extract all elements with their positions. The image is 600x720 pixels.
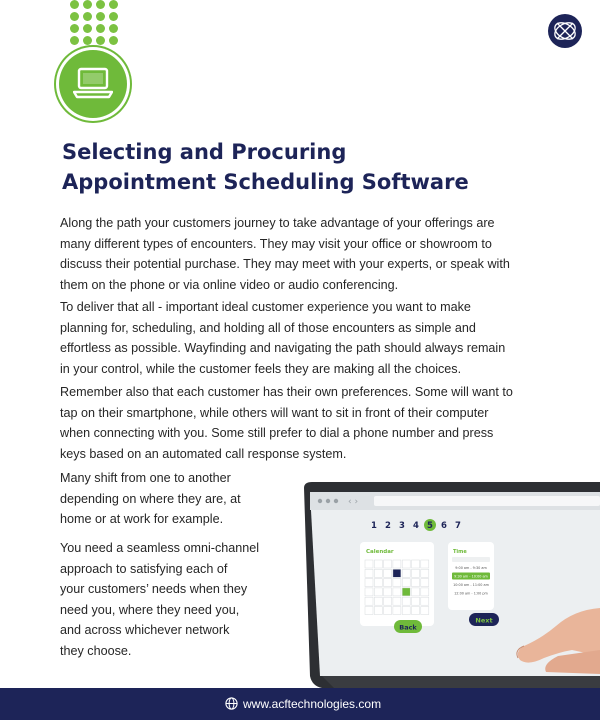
laptop-badge	[59, 50, 127, 118]
text-line: tap on their smartphone, while others will want to sit in front of their computer	[60, 405, 489, 420]
calendar-day-cell[interactable]	[384, 588, 392, 596]
decorative-dot	[70, 24, 79, 33]
calendar-day-cell[interactable]	[365, 569, 373, 577]
decorative-dot	[83, 36, 92, 45]
decorative-dot	[96, 24, 105, 33]
text-line: discuss their potential purchase. They may meet with your experts, or speak with	[60, 257, 510, 271]
calendar-day-cell[interactable]	[393, 569, 401, 577]
calendar-day-cell[interactable]	[421, 569, 429, 577]
decorative-dot	[83, 24, 92, 33]
laptop-icon	[73, 66, 113, 100]
decorative-dot-grid	[70, 0, 122, 46]
calendar-day-cell[interactable]	[365, 579, 373, 587]
company-logo	[548, 14, 582, 48]
text-line: need you, where they need you,	[60, 602, 240, 617]
calendar-day-cell[interactable]	[384, 597, 392, 605]
calendar-day-cell[interactable]	[374, 569, 382, 577]
calendar-day-cell[interactable]	[365, 588, 373, 596]
calendar-day-cell[interactable]	[402, 607, 410, 615]
calendar-day-cell[interactable]	[421, 607, 429, 615]
next-button-label: Next	[475, 616, 493, 625]
calendar-label: Calendar	[366, 549, 394, 555]
text-line: keys based on an automated call response system.	[60, 446, 347, 461]
text-line: in your control, while the customer feels they are making all the choices.	[60, 361, 462, 376]
decorative-dot	[70, 36, 79, 45]
back-button-label: Back	[399, 623, 417, 632]
text-line: them on the phone or via online video or audio conferencing.	[60, 277, 399, 292]
calendar-day-cell[interactable]	[412, 597, 420, 605]
calendar-day-cell[interactable]	[365, 560, 373, 568]
calendar-day-cell[interactable]	[365, 597, 373, 605]
decorative-dot	[109, 0, 118, 9]
text-line: Many shift from one to another	[60, 471, 231, 485]
text-line: Along the path your customers journey to take advantage of your offerings are	[60, 216, 495, 230]
page-title-line: Selecting and Procuring	[62, 140, 347, 164]
calendar-day-cell[interactable]	[393, 579, 401, 587]
page-title	[62, 137, 522, 197]
step-number[interactable]: 3	[399, 521, 405, 531]
step-number[interactable]: 2	[385, 521, 391, 531]
calendar-day-cell[interactable]	[421, 579, 429, 587]
decorative-dot	[70, 12, 79, 21]
text-line: home or at work for example.	[60, 512, 224, 526]
calendar-day-cell[interactable]	[412, 607, 420, 615]
calendar-day-cell[interactable]	[374, 588, 382, 596]
calendar-day-cell[interactable]	[384, 569, 392, 577]
paragraph-3	[60, 382, 513, 464]
text-line: To deliver that all - important ideal customer experience you want to make	[60, 300, 471, 314]
calendar-day-cell[interactable]	[393, 607, 401, 615]
decorative-dot	[96, 36, 105, 45]
time-slot[interactable]: 9:00 am - 9:30 am	[455, 566, 487, 570]
decorative-dot	[83, 0, 92, 9]
calendar-day-cell[interactable]	[402, 597, 410, 605]
web-globe-icon	[225, 697, 238, 710]
calendar-day-cell[interactable]	[402, 588, 410, 596]
svg-text:‹ ›: ‹ ›	[348, 497, 359, 507]
text-line: when connecting with you. Some still prefer to dial a phone number and press	[60, 426, 494, 440]
text-line: planning for, scheduling, and holding all of those encounters as simple and	[60, 320, 476, 335]
text-line: Remember also that each customer has their own preferences. Some will want to	[60, 385, 513, 399]
text-line: and across whichever network	[60, 623, 230, 637]
calendar-day-cell[interactable]	[384, 560, 392, 568]
laptop-scheduling-illustration	[298, 480, 600, 688]
paragraph-4	[60, 468, 241, 530]
paragraph-5	[60, 538, 259, 661]
decorative-dot	[96, 0, 105, 9]
text-line: effortless as possible. Wayfinding and navigating the path should always remain	[60, 341, 506, 355]
calendar-day-cell[interactable]	[393, 560, 401, 568]
calendar-day-cell[interactable]	[374, 560, 382, 568]
calendar-day-cell[interactable]	[374, 597, 382, 605]
text-line: many different types of encounters. They may visit your office or showroom to	[60, 236, 492, 251]
time-slot[interactable]: 12:00 am - 1:00 pm	[454, 591, 488, 596]
decorative-dot	[83, 12, 92, 21]
step-number[interactable]: 1	[371, 521, 377, 531]
text-line: they choose.	[60, 643, 132, 658]
time-slot[interactable]: 9:30 am - 10:00 am	[454, 574, 488, 579]
calendar-day-cell[interactable]	[412, 560, 420, 568]
paragraph-1	[60, 213, 510, 295]
calendar-day-cell[interactable]	[374, 579, 382, 587]
calendar-day-cell[interactable]	[402, 569, 410, 577]
text-line: You need a seamless omni-channel	[60, 541, 260, 555]
decorative-dot	[70, 0, 79, 9]
globe-logo-icon	[548, 14, 582, 48]
text-line: approach to satisfying each of	[60, 561, 228, 576]
text-line: depending on where they are, at	[60, 491, 241, 506]
calendar-day-cell[interactable]	[365, 607, 373, 615]
paragraph-2	[60, 297, 505, 379]
calendar-day-cell[interactable]	[412, 579, 420, 587]
calendar-day-cell[interactable]	[384, 607, 392, 615]
calendar-day-cell[interactable]	[393, 597, 401, 605]
decorative-dot	[109, 12, 118, 21]
text-line: your customers’ needs when they	[60, 582, 248, 596]
step-number[interactable]: 7	[455, 521, 461, 531]
step-number[interactable]: 4	[413, 521, 419, 531]
time-label: Time	[453, 549, 467, 555]
calendar-day-cell[interactable]	[402, 579, 410, 587]
step-number[interactable]: 6	[441, 521, 447, 531]
calendar-day-cell[interactable]	[384, 579, 392, 587]
calendar-day-cell[interactable]	[412, 588, 420, 596]
time-slot[interactable]: 10:00 am - 11:00 am	[453, 583, 489, 587]
step-number[interactable]: 5	[427, 521, 433, 531]
decorative-dot	[96, 12, 105, 21]
calendar-day-cell[interactable]	[421, 597, 429, 605]
website-link[interactable]: www.acftechnologies.com	[243, 697, 382, 711]
page-title-line: Appointment Scheduling Software	[62, 170, 469, 194]
calendar-day-cell[interactable]	[402, 560, 410, 568]
calendar-day-cell[interactable]	[412, 569, 420, 577]
decorative-dot	[109, 24, 118, 33]
calendar-day-cell[interactable]	[374, 607, 382, 615]
calendar-day-cell[interactable]	[421, 588, 429, 596]
calendar-day-cell[interactable]	[393, 588, 401, 596]
calendar-day-cell[interactable]	[421, 560, 429, 568]
footer-bar	[0, 688, 600, 720]
decorative-dot	[109, 36, 118, 45]
